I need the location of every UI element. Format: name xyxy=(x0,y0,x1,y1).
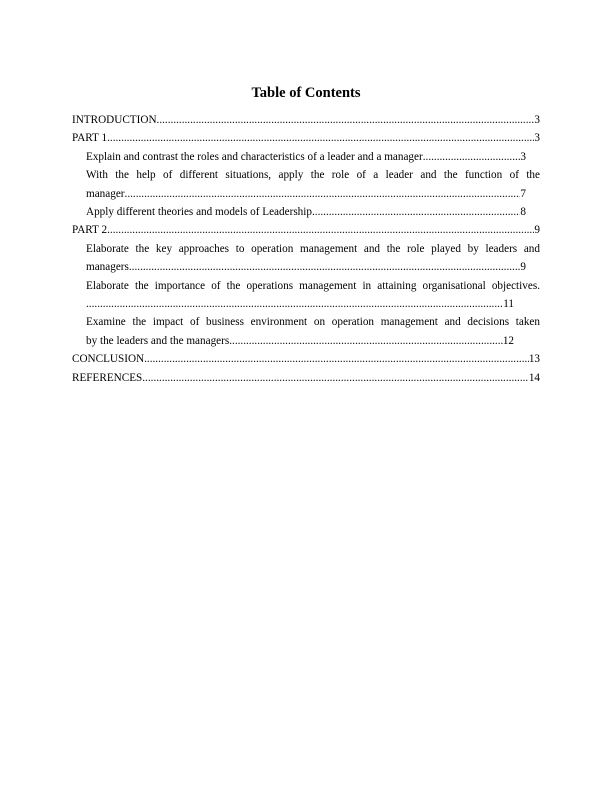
toc-leader-dots xyxy=(107,221,534,239)
toc-entry-text: managers xyxy=(86,261,129,274)
toc-entry-operations-importance[interactable] xyxy=(72,277,540,314)
toc-leader-dots xyxy=(107,129,534,147)
toc-entry-business-environment[interactable] xyxy=(72,313,540,350)
toc-page-number: 12 xyxy=(502,334,514,347)
toc-entry-text: manager xyxy=(86,187,125,200)
toc-entry-text: Apply different theories and models of Leadership xyxy=(86,206,312,219)
toc-entry-text-line-1: Examine the impact of business environment on operation management and decisions taken xyxy=(86,316,540,329)
toc-title: Table of Contents xyxy=(251,85,361,101)
toc-leader-dots xyxy=(86,295,503,313)
toc-entry-part-2[interactable] xyxy=(72,221,540,239)
toc-entry-part-1[interactable] xyxy=(72,129,540,147)
toc-entry-text-line-1: Elaborate the importance of the operations management in attaining organisational objectives. xyxy=(86,279,540,292)
toc-entry-text: CONCLUSION xyxy=(72,353,145,366)
toc-entry-text: PART 1 xyxy=(72,132,108,145)
toc-page-number: 7 xyxy=(520,187,526,200)
toc-entry-leader-role-situations[interactable] xyxy=(72,166,540,203)
toc-page-number: 3 xyxy=(534,114,540,126)
toc-page-number: 11 xyxy=(503,298,514,311)
toc-entry-conclusion[interactable] xyxy=(72,350,540,368)
toc-page-number: 8 xyxy=(520,206,526,219)
toc-entry-references[interactable] xyxy=(72,369,540,387)
toc-entry-text: INTRODUCTION xyxy=(72,114,157,126)
toc-entry-text: REFERENCES xyxy=(72,371,143,384)
toc-entry-text-line-1: Elaborate the key approaches to operation management and the role played by leaders and xyxy=(86,242,540,255)
toc-leader-dots xyxy=(312,203,520,221)
toc-entry-text-line-1: With the help of different situations, apply the role of a leader and the function of the xyxy=(86,169,540,182)
toc-entry-text: by the leaders and the managers xyxy=(86,334,230,347)
toc-page-number: 3 xyxy=(520,150,526,163)
toc-entry-text: PART 2 xyxy=(72,224,108,237)
toc-leader-dots xyxy=(157,111,535,129)
toc-leader-dots xyxy=(229,332,503,350)
toc-page-number: 9 xyxy=(534,224,540,237)
toc-leader-dots xyxy=(144,350,529,368)
toc-entry-operation-approaches[interactable] xyxy=(72,240,540,277)
toc-leader-dots xyxy=(125,185,521,203)
toc-entry-leader-manager-roles[interactable] xyxy=(72,148,540,166)
toc-leader-dots xyxy=(129,258,521,276)
toc-entry-leadership-theories[interactable] xyxy=(72,203,540,221)
toc-page-number: 9 xyxy=(520,261,526,274)
toc-page-number: 14 xyxy=(528,371,540,384)
toc-leader-dots xyxy=(142,369,529,387)
toc-leader-dots xyxy=(423,148,521,166)
toc-page-number: 3 xyxy=(534,132,540,145)
table-of-contents xyxy=(72,111,540,387)
toc-entry-text: Explain and contrast the roles and characteristics of a leader and a manager xyxy=(86,150,423,163)
toc-entry-introduction[interactable] xyxy=(72,111,540,129)
toc-page-number: 13 xyxy=(528,353,540,366)
